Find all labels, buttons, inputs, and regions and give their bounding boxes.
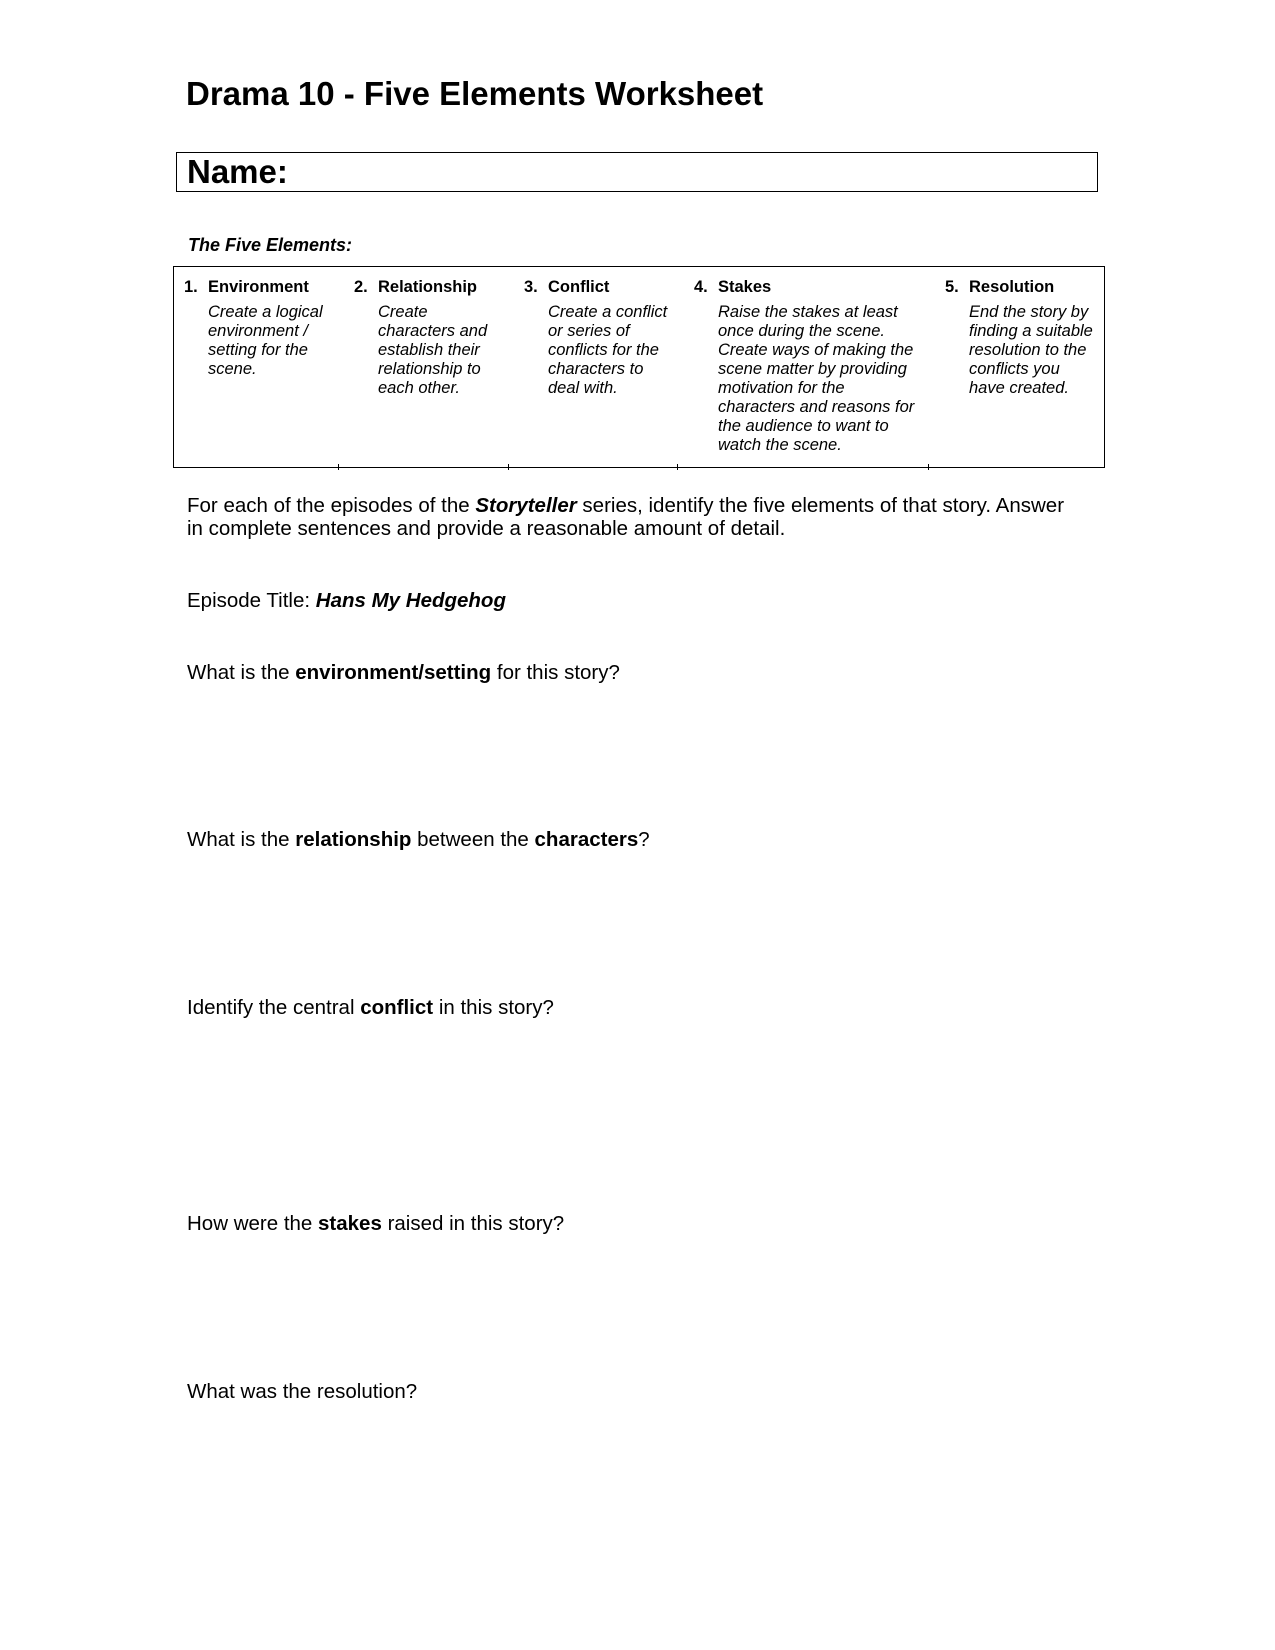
instructions-line-1: For each of the episodes of the Storyteller series, identify the five elements of that story. Answer bbox=[187, 494, 1065, 517]
element-heading: 4. Stakes bbox=[694, 278, 772, 296]
element-heading: 2. Relationship bbox=[354, 278, 478, 296]
instructions-line-2: in complete sentences and provide a reasonable amount of detail. bbox=[187, 517, 786, 540]
question-conflict: Identify the central conflict in this story? bbox=[187, 996, 554, 1019]
element-environment bbox=[184, 277, 323, 379]
element-description: Raise the stakes at least once during the scene. Create ways of making the scene matter by providing motivation for the characters and reasons for the audience to want to watch the scene. bbox=[718, 303, 915, 454]
element-description: Create a conflict or series of conflicts for the characters to deal with. bbox=[548, 303, 668, 397]
element-conflict bbox=[524, 277, 667, 398]
element-heading: 3. Conflict bbox=[524, 278, 610, 296]
episode-title-line: Episode Title: Hans My Hedgehog bbox=[187, 589, 506, 612]
page-title: Drama 10 - Five Elements Worksheet bbox=[186, 75, 764, 112]
element-heading: 1. Environment bbox=[184, 278, 309, 296]
element-resolution bbox=[945, 277, 1093, 398]
instructions-paragraph bbox=[187, 494, 1064, 540]
five-elements-table bbox=[173, 266, 1105, 468]
question-relationship: What is the relationship between the characters? bbox=[187, 828, 650, 851]
column-divider bbox=[508, 464, 509, 470]
column-divider bbox=[677, 464, 678, 470]
element-description: Create a logical environment / setting for the scene. bbox=[208, 303, 323, 378]
episode-title: Hans My Hedgehog bbox=[315, 589, 506, 612]
question-stakes: How were the stakes raised in this story? bbox=[187, 1212, 565, 1235]
element-heading: 5. Resolution bbox=[945, 278, 1055, 296]
element-description: End the story by finding a suitable resolution to the conflicts you have created. bbox=[969, 303, 1093, 397]
column-divider bbox=[928, 464, 929, 470]
five-elements-heading: The Five Elements: bbox=[188, 235, 353, 255]
name-label: Name: bbox=[187, 153, 288, 190]
element-relationship bbox=[354, 277, 487, 398]
question-resolution: What was the resolution? bbox=[187, 1380, 418, 1403]
column-divider bbox=[338, 464, 339, 470]
question-environment: What is the environment/setting for this story? bbox=[187, 661, 620, 684]
element-stakes bbox=[694, 277, 914, 455]
name-field[interactable] bbox=[176, 152, 1098, 192]
element-description: Create characters and establish their relationship to each other. bbox=[378, 303, 488, 397]
